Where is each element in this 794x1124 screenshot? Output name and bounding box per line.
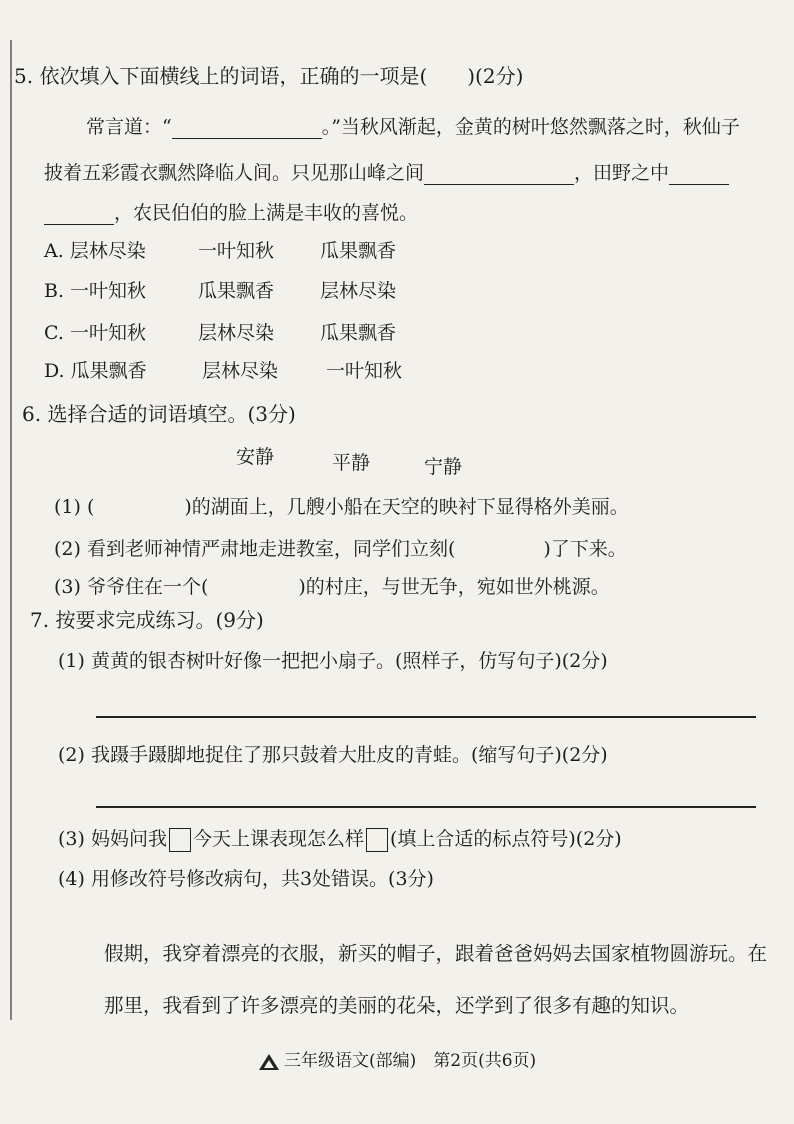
q5-blank-3b[interactable] [44,202,114,225]
q7-part-1: (1) 黄黄的银杏树叶好像一把把小扇子。(照样子，仿写句子)(2分) [58,650,608,672]
q7-part-4: (4) 用修改符号修改病句，共3处错误。(3分) [58,868,434,890]
q5-option-a[interactable]: A. 层林尽染 一叶知秋 瓜果飘香 [44,240,397,262]
q6-sentence-1: (1) ( )的湖面上，几艘小船在天空的映衬下显得格外美丽。 [54,496,629,518]
q6-sentence-2: (2) 看到老师神情严肃地走进教室，同学们立刻( )了下来。 [54,538,627,560]
q7-paragraph-line-1[interactable]: 假期，我穿着漂亮的衣服，新买的帽子，跟着爸爸妈妈去国家植物圆游玩。在 [104,942,768,965]
q7-paragraph-line-2[interactable]: 那里，我看到了许多漂亮的美丽的花朵，还学到了很多有趣的知识。 [104,994,690,1017]
q6-word-3: 宁静 [424,456,463,478]
footer-text: 三年级语文(部编) 第2页(共6页) [284,1051,537,1071]
q6-word-2: 平静 [332,452,371,474]
q5-option-b[interactable]: B. 一叶知秋 瓜果飘香 层林尽染 [44,280,397,302]
q5-blank-1[interactable] [172,116,322,139]
q5-blank-2[interactable] [424,162,574,185]
q5-option-c[interactable]: C. 一叶知秋 层林尽染 瓜果飘香 [44,322,397,344]
punctuation-box-1[interactable] [169,828,191,852]
q5-line2 [44,158,729,185]
q5-line3-text: ，农民伯伯的脸上满是丰收的喜悦。 [114,202,419,224]
q5-line3 [44,198,418,225]
page-margin-line [10,40,12,1020]
q5-line1-suffix: 。”当秋风渐起，金黄的树叶悠然飘落之时，秋仙子 [321,116,740,138]
q7-part-3: (3) 妈妈问我 今天上课表现怎么样 (填上合适的标点符号)(2分) [58,828,622,850]
q7-part-2: (2) 我蹑手蹑脚地捉住了那只鼓着大肚皮的青蛙。(缩写句子)(2分) [58,744,608,766]
punctuation-box-2[interactable] [366,828,388,852]
q6-sentence-3: (3) 爷爷住在一个( )的村庄，与世无争，宛如世外桃源。 [54,576,610,598]
q5-line1 [86,112,740,139]
q7-answer-line-2[interactable] [96,806,756,808]
q6-title: 6. 选择合适的词语填空。(3分) [22,402,296,426]
q5-title: 5. 依次填入下面横线上的词语，正确的一项是( )(2分) [14,64,524,88]
q7-answer-line-1[interactable] [96,716,756,718]
page-footer [258,1046,536,1071]
q7-title: 7. 按要求完成练习。(9分) [30,608,264,632]
q6-word-1: 安静 [236,446,275,468]
q5-option-d[interactable]: D. 瓜果飘香 层林尽染 一叶知秋 [44,360,403,382]
q5-blank-3a[interactable] [669,162,729,185]
publisher-logo-icon [258,1053,280,1071]
q5-line2-prefix: 披着五彩霞衣飘然降临人间。只见那山峰之间 [44,162,425,184]
q5-line1-prefix: 常言道：“ [86,116,172,138]
q5-line2-mid: ，田野之中 [574,162,670,184]
